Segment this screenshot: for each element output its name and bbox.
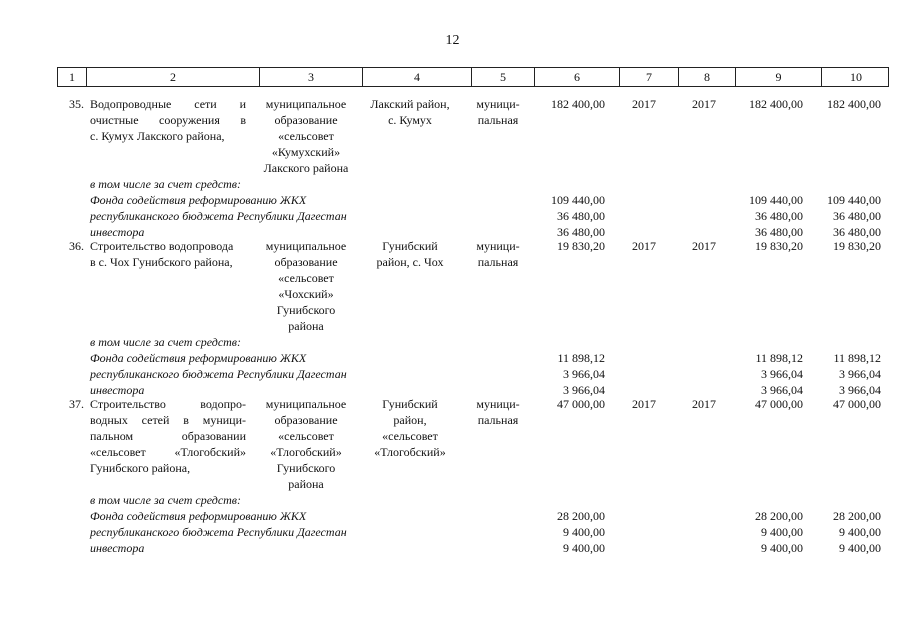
location-line: Гунибский xyxy=(382,239,438,253)
header-col-1: 1 xyxy=(58,68,87,86)
ownership-line: муници- xyxy=(476,97,520,111)
funding-investor-total: 3 966,04 xyxy=(761,383,803,397)
funding-fund-cost: 109 440,00 xyxy=(551,193,605,207)
object-name-line: в с. Чох Гунибского района, xyxy=(90,255,233,269)
funding-source-budget: республиканского бюджета Республики Дагестан xyxy=(90,209,347,223)
owner-line: Лакского района xyxy=(263,161,349,175)
end-year: 2017 xyxy=(692,239,716,253)
object-name-line: Строительство водопро- xyxy=(90,397,246,411)
owner-line: муниципальное xyxy=(265,239,347,253)
end-year: 2017 xyxy=(692,397,716,411)
location-line: с. Кумух xyxy=(388,113,432,127)
funding-source-budget: республиканского бюджета Республики Дагестан xyxy=(90,367,347,381)
col10-value: 47 000,00 xyxy=(833,397,881,411)
owner-line: «Тлогобский» xyxy=(270,445,342,459)
owner-line: образование xyxy=(274,113,338,127)
location-line: «сельсовет xyxy=(382,429,438,443)
owner-line: «Чохский» xyxy=(278,287,334,301)
funding-investor-total: 36 480,00 xyxy=(755,225,803,239)
funding-investor-cost: 36 480,00 xyxy=(557,225,605,239)
funding-source-investor: инвестора xyxy=(90,541,145,555)
ownership-line: пальная xyxy=(477,113,519,127)
object-name-line: пальном образовании xyxy=(90,429,246,443)
funding-source-fund: Фонда содействия реформированию ЖКХ xyxy=(90,193,307,207)
funding-source-investor: инвестора xyxy=(90,383,145,397)
funding-source-investor: инвестора xyxy=(90,225,145,239)
funding-investor-col10: 36 480,00 xyxy=(833,225,881,239)
cost-value: 19 830,20 xyxy=(557,239,605,253)
location-line: Лакский район, xyxy=(370,97,450,111)
funding-investor-col10: 3 966,04 xyxy=(839,383,881,397)
object-name-line: с. Кумух Лакского района, xyxy=(90,129,225,143)
object-name-line: Гунибского района, xyxy=(90,461,191,475)
owner-line: «сельсовет xyxy=(278,429,334,443)
header-col-4: 4 xyxy=(363,68,472,86)
funding-source-fund: Фонда содействия реформированию ЖКХ xyxy=(90,351,307,365)
total-value: 19 830,20 xyxy=(755,239,803,253)
owner-line: «Кумухский» xyxy=(271,145,341,159)
funding-subheading: в том числе за счет средств: xyxy=(90,177,242,191)
owner-line: муниципальное xyxy=(265,97,347,111)
funding-budget-col10: 36 480,00 xyxy=(833,209,881,223)
end-year: 2017 xyxy=(692,97,716,111)
funding-fund-col10: 11 898,12 xyxy=(833,351,881,365)
location-line: «Тлогобский» xyxy=(374,445,446,459)
funding-fund-total: 109 440,00 xyxy=(749,193,803,207)
header-col-2: 2 xyxy=(87,68,260,86)
funding-budget-total: 36 480,00 xyxy=(755,209,803,223)
header-col-3: 3 xyxy=(260,68,363,86)
funding-subheading: в том числе за счет средств: xyxy=(90,493,242,507)
owner-line: «сельсовет xyxy=(278,271,334,285)
funding-budget-total: 9 400,00 xyxy=(761,525,803,539)
owner-line: района xyxy=(288,477,324,491)
col10-value: 182 400,00 xyxy=(827,97,881,111)
start-year: 2017 xyxy=(632,397,656,411)
object-name-line: «сельсовет «Тлогобский» xyxy=(90,445,246,459)
funding-investor-cost: 9 400,00 xyxy=(563,541,605,555)
funding-fund-total: 28 200,00 xyxy=(755,509,803,523)
owner-line: Гунибского xyxy=(276,461,336,475)
location-line: район, с. Чох xyxy=(376,255,444,269)
header-col-7: 7 xyxy=(620,68,679,86)
header-col-5: 5 xyxy=(472,68,535,86)
col10-value: 19 830,20 xyxy=(833,239,881,253)
row-number: 35. xyxy=(69,97,84,111)
funding-fund-cost: 11 898,12 xyxy=(557,351,605,365)
object-name-line: Водопроводные сети и xyxy=(90,97,246,111)
cost-value: 47 000,00 xyxy=(557,397,605,411)
funding-fund-col10: 109 440,00 xyxy=(827,193,881,207)
owner-line: района xyxy=(288,319,324,333)
row-number: 36. xyxy=(69,239,84,253)
ownership-line: пальная xyxy=(477,255,519,269)
funding-budget-cost: 36 480,00 xyxy=(557,209,605,223)
object-name-line: Строительство водопровода xyxy=(90,239,234,253)
owner-line: муниципальное xyxy=(265,397,347,411)
object-name-line: очистные сооружения в xyxy=(90,113,246,127)
funding-investor-col10: 9 400,00 xyxy=(839,541,881,555)
location-line: район, xyxy=(393,413,427,427)
row-number: 37. xyxy=(69,397,84,411)
cost-value: 182 400,00 xyxy=(551,97,605,111)
funding-budget-cost: 3 966,04 xyxy=(563,367,605,381)
header-col-8: 8 xyxy=(679,68,736,86)
funding-budget-col10: 9 400,00 xyxy=(839,525,881,539)
location-line: Гунибский xyxy=(382,397,438,411)
header-col-6: 6 xyxy=(535,68,620,86)
ownership-line: муници- xyxy=(476,239,520,253)
funding-budget-total: 3 966,04 xyxy=(761,367,803,381)
object-name-line: водных сетей в муници- xyxy=(90,413,246,427)
total-value: 182 400,00 xyxy=(749,97,803,111)
owner-line: «сельсовет xyxy=(278,129,334,143)
funding-fund-col10: 28 200,00 xyxy=(833,509,881,523)
owner-line: образование xyxy=(274,255,338,269)
table-header xyxy=(57,67,889,87)
page-number: 12 xyxy=(445,33,460,48)
owner-line: образование xyxy=(274,413,338,427)
start-year: 2017 xyxy=(632,239,656,253)
total-value: 47 000,00 xyxy=(755,397,803,411)
funding-budget-col10: 3 966,04 xyxy=(839,367,881,381)
ownership-line: муници- xyxy=(476,397,520,411)
funding-fund-cost: 28 200,00 xyxy=(557,509,605,523)
ownership-line: пальная xyxy=(477,413,519,427)
owner-line: Гунибского xyxy=(276,303,336,317)
funding-fund-total: 11 898,12 xyxy=(755,351,803,365)
funding-source-budget: республиканского бюджета Республики Дагестан xyxy=(90,525,347,539)
funding-budget-cost: 9 400,00 xyxy=(563,525,605,539)
funding-investor-total: 9 400,00 xyxy=(761,541,803,555)
header-col-9: 9 xyxy=(736,68,822,86)
funding-subheading: в том числе за счет средств: xyxy=(90,335,242,349)
funding-source-fund: Фонда содействия реформированию ЖКХ xyxy=(90,509,307,523)
header-col-10: 10 xyxy=(850,70,862,84)
start-year: 2017 xyxy=(632,97,656,111)
funding-investor-cost: 3 966,04 xyxy=(563,383,605,397)
